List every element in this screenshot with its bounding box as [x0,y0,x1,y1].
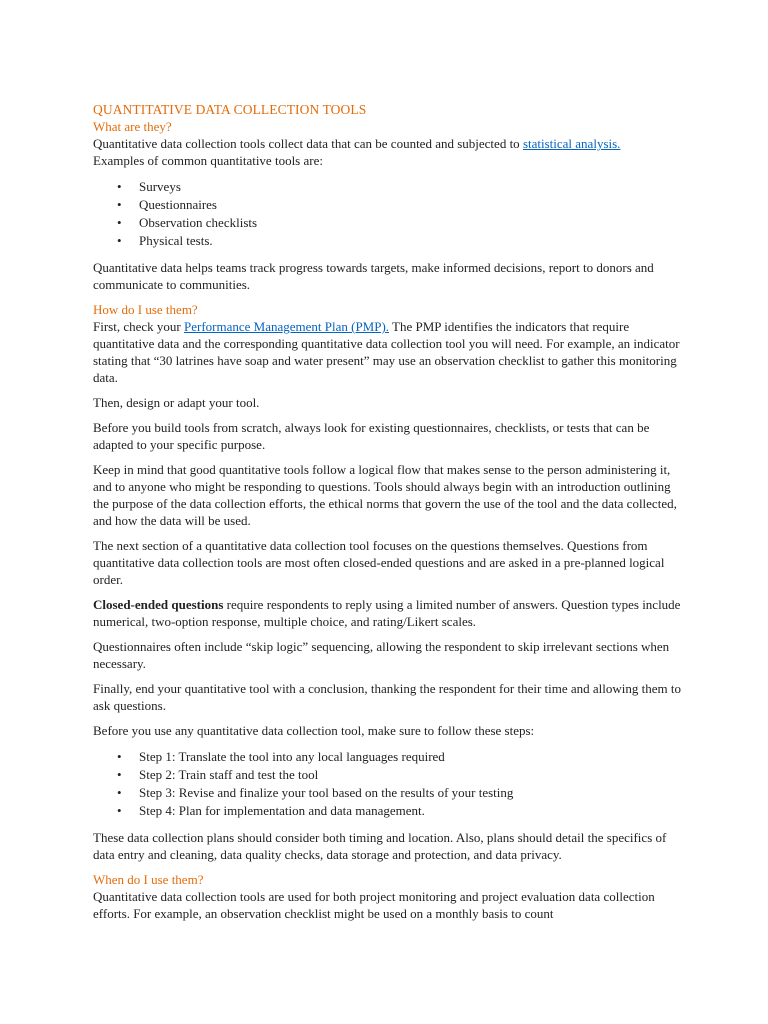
list-item [93,178,683,196]
list-item [93,766,683,784]
paragraph-how-10: These data collection plans should consider both timing and location. Also, plans should detail the specifics of data entry and cleaning, data quality checks, data storage and protection, and data privacy. [93,830,667,862]
paragraph-how-6 [93,596,683,630]
statistical-analysis-link[interactable]: statistical analysis. [522,136,621,151]
closed-ended-questions-term: Closed-ended questions [93,597,224,612]
bullet-icon: • [117,803,122,818]
what-intro-text: Quantitative data collection tools collect data that can be counted and subjected to [93,136,523,151]
bullet-icon: • [117,785,122,800]
list-item [93,214,683,232]
list-item-label: Step 2: Train staff and test the tool [139,767,319,782]
paragraph-how-1 [93,318,683,386]
document-title: QUANTITATIVE DATA COLLECTION TOOLS [93,102,367,117]
list-item [93,784,683,802]
document-page [93,101,683,930]
paragraph-how-4: Keep in mind that good quantitative tools follow a logical flow that makes sense to the person administering it, and to anyone who might be responding to questions. Tools should always begin with an introduction outlining the purpose of the data collection efforts, the ethical norms that govern the use of the tool and the data collected, and how the data will be used. [93,462,677,528]
list-item [93,196,683,214]
paragraph-what-intro [93,135,683,169]
steps-list [93,748,683,820]
paragraph-when-1: Quantitative data collection tools are used for both project monitoring and project evaluation data collection efforts. For example, an observation checklist might be used on a monthly basis to count [93,889,655,921]
list-item-label: Surveys [139,179,181,194]
bullet-icon: • [117,215,122,230]
how-1-text-before: First, check your [93,319,184,334]
bullet-icon: • [117,767,122,782]
list-item-label: Step 1: Translate the tool into any local languages required [139,749,445,764]
paragraph-how-8: Finally, end your quantitative tool with a conclusion, thanking the respondent for their time and allowing them to ask questions. [93,681,682,713]
paragraph-what-closing: Quantitative data helps teams track progress towards targets, make informed decisions, report to donors and communicate to communities. [93,260,654,292]
list-item-label: Step 4: Plan for implementation and data management. [139,803,425,818]
paragraph-how-5: The next section of a quantitative data collection tool focuses on the questions themselves. Questions from quantitative data collection tools are most often closed-ended questions and are asked in a pre-planned logical order. [93,538,665,587]
list-item [93,748,683,766]
bullet-icon: • [117,197,122,212]
how-6-text: require respondents to reply using a limited number of answers. Question types include numerical, two-option response, multiple choice, and rating/Likert scales. [93,597,681,629]
paragraph-how-2: Then, design or adapt your tool. [93,395,260,410]
list-item-label: Physical tests. [139,233,213,248]
bullet-icon: • [117,749,122,764]
quantitative-tools-list [93,178,683,250]
heading-when-do-i-use-them: When do I use them? [93,872,204,887]
list-item [93,802,683,820]
heading-what-are-they: What are they? [93,119,172,134]
list-item-label: Questionnaires [139,197,217,212]
what-intro-examples: Examples of common quantitative tools are: [93,153,323,168]
heading-how-do-i-use-them: How do I use them? [93,302,198,317]
paragraph-how-3: Before you build tools from scratch, always look for existing questionnaires, checklists, or tests that can be adapted to your specific purpose. [93,420,650,452]
bullet-icon: • [117,179,122,194]
how-1-text-after: The PMP identifies the indicators that require quantitative data and the corresponding quantitative data collection tool you will need. For example, an indicator stating that “30 latrines have soap and water present” may use an observation checklist to gather this monitoring data. [93,319,680,385]
list-item-label: Observation checklists [139,215,258,230]
paragraph-how-9: Before you use any quantitative data collection tool, make sure to follow these steps: [93,723,535,738]
pmp-link[interactable]: Performance Management Plan (PMP). [183,319,390,334]
list-item-label: Step 3: Revise and finalize your tool based on the results of your testing [139,785,514,800]
list-item [93,232,683,250]
bullet-icon: • [117,233,122,248]
paragraph-how-7: Questionnaires often include “skip logic” sequencing, allowing the respondent to skip irrelevant sections when necessary. [93,639,670,671]
